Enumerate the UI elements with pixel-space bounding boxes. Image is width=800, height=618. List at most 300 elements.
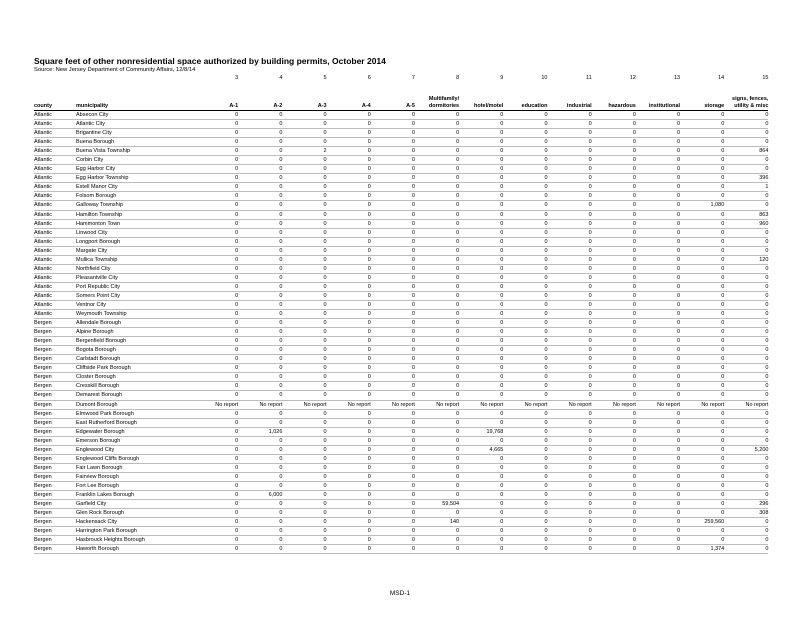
table-row xyxy=(34,391,768,400)
county-cell: Atlantic xyxy=(34,165,76,174)
municipality-cell: Cresskill Borough xyxy=(76,382,194,391)
value-cell: 0 xyxy=(282,228,326,237)
table-row xyxy=(34,147,768,156)
county-cell: Bergen xyxy=(34,545,76,554)
value-cell: 0 xyxy=(592,165,636,174)
value-cell: 0 xyxy=(724,472,768,481)
value-cell: 0 xyxy=(724,120,768,129)
value-cell: 0 xyxy=(371,364,415,373)
municipality-cell: Buena Vista Township xyxy=(76,147,194,156)
value-cell: 0 xyxy=(636,138,680,147)
municipality-cell: Northfield City xyxy=(76,264,194,273)
value-cell: 0 xyxy=(238,364,282,373)
value-cell: 396 xyxy=(724,174,768,183)
value-cell: 0 xyxy=(680,427,724,436)
column-header-line: education xyxy=(521,103,548,109)
value-cell: 0 xyxy=(194,174,238,183)
value-cell: 0 xyxy=(548,328,592,337)
value-cell: 0 xyxy=(680,255,724,264)
value-cell: 0 xyxy=(415,165,459,174)
value-cell: 0 xyxy=(371,509,415,518)
municipality-cell: Allendale Borough xyxy=(76,319,194,328)
value-cell: 0 xyxy=(680,237,724,246)
value-cell: 0 xyxy=(194,500,238,509)
value-cell: 0 xyxy=(238,463,282,472)
value-cell: 0 xyxy=(548,255,592,264)
value-cell: 0 xyxy=(503,183,547,192)
value-cell: 0 xyxy=(680,111,724,120)
value-cell: 0 xyxy=(371,156,415,165)
county-cell: Atlantic xyxy=(34,246,76,255)
municipality-cell: Weymouth Township xyxy=(76,310,194,319)
municipality-cell: Closter Borough xyxy=(76,373,194,382)
value-cell: 0 xyxy=(592,364,636,373)
column-header-line: hotel/motel xyxy=(473,103,504,109)
value-cell: No report xyxy=(592,400,636,409)
value-cell: 0 xyxy=(327,454,371,463)
value-cell: No report xyxy=(371,400,415,409)
value-cell: 0 xyxy=(371,201,415,210)
value-cell: 0 xyxy=(415,481,459,490)
county-cell: Atlantic xyxy=(34,120,76,129)
value-cell: 0 xyxy=(371,391,415,400)
county-header: county xyxy=(34,86,76,111)
value-cell: 0 xyxy=(327,138,371,147)
value-cell: 0 xyxy=(636,527,680,536)
value-cell: 0 xyxy=(238,201,282,210)
value-cell: 0 xyxy=(636,355,680,364)
value-cell: 0 xyxy=(548,445,592,454)
table-row xyxy=(34,111,768,120)
value-cell: 0 xyxy=(724,328,768,337)
value-cell: 0 xyxy=(194,418,238,427)
value-cell: 0 xyxy=(548,156,592,165)
value-cell: 0 xyxy=(459,219,503,228)
value-cell: 0 xyxy=(459,355,503,364)
value-cell: 0 xyxy=(327,165,371,174)
county-cell: Bergen xyxy=(34,445,76,454)
value-cell: 0 xyxy=(238,255,282,264)
county-cell: Atlantic xyxy=(34,210,76,219)
value-cell: 0 xyxy=(636,246,680,255)
value-cell: 0 xyxy=(680,409,724,418)
value-cell: 0 xyxy=(636,228,680,237)
value-cell: 0 xyxy=(459,536,503,545)
value-cell: 0 xyxy=(636,509,680,518)
value-cell: 0 xyxy=(238,183,282,192)
value-cell: 0 xyxy=(459,201,503,210)
value-cell: 0 xyxy=(371,481,415,490)
value-cell: 0 xyxy=(282,282,326,291)
value-cell: 0 xyxy=(592,481,636,490)
value-cell: 0 xyxy=(592,319,636,328)
value-cell: 0 xyxy=(282,509,326,518)
value-cell: 0 xyxy=(371,255,415,264)
value-cell: 0 xyxy=(459,291,503,300)
column-header xyxy=(194,86,238,111)
value-cell: 0 xyxy=(415,536,459,545)
value-cell: 0 xyxy=(503,219,547,228)
value-cell: 0 xyxy=(327,129,371,138)
value-cell: 0 xyxy=(592,409,636,418)
value-cell: 0 xyxy=(592,518,636,527)
value-cell: 0 xyxy=(680,310,724,319)
value-cell: 0 xyxy=(327,418,371,427)
county-cell: Bergen xyxy=(34,436,76,445)
column-header-line: storage xyxy=(704,103,725,109)
value-cell: 0 xyxy=(459,147,503,156)
value-cell: 0 xyxy=(371,373,415,382)
value-cell: 0 xyxy=(592,147,636,156)
value-cell: 0 xyxy=(548,201,592,210)
value-cell: 0 xyxy=(503,291,547,300)
value-cell: 0 xyxy=(327,391,371,400)
county-cell: Bergen xyxy=(34,382,76,391)
value-cell: 0 xyxy=(238,355,282,364)
value-cell: 0 xyxy=(327,319,371,328)
value-cell: 0 xyxy=(724,346,768,355)
value-cell: 0 xyxy=(548,355,592,364)
value-cell: 0 xyxy=(327,490,371,499)
municipality-cell: Atlantic City xyxy=(76,120,194,129)
table-row xyxy=(34,291,768,300)
value-cell: 0 xyxy=(636,165,680,174)
value-cell: 0 xyxy=(371,463,415,472)
value-cell: 0 xyxy=(194,246,238,255)
value-cell: 0 xyxy=(282,174,326,183)
column-header xyxy=(238,86,282,111)
value-cell: 0 xyxy=(282,355,326,364)
value-cell: 0 xyxy=(548,518,592,527)
table-row xyxy=(34,264,768,273)
value-cell: 0 xyxy=(238,527,282,536)
table-row xyxy=(34,427,768,436)
value-cell: 0 xyxy=(238,174,282,183)
municipality-cell: Buena Borough xyxy=(76,138,194,147)
value-cell: 0 xyxy=(282,111,326,120)
county-cell: Atlantic xyxy=(34,300,76,309)
value-cell: 0 xyxy=(680,436,724,445)
value-cell: 0 xyxy=(592,328,636,337)
value-cell: 0 xyxy=(282,300,326,309)
value-cell: 0 xyxy=(459,518,503,527)
value-cell: 0 xyxy=(327,156,371,165)
value-cell: 0 xyxy=(282,472,326,481)
table-row xyxy=(34,120,768,129)
value-cell: 0 xyxy=(592,463,636,472)
value-cell: 0 xyxy=(680,183,724,192)
value-cell: 0 xyxy=(238,165,282,174)
value-cell: 0 xyxy=(459,454,503,463)
value-cell: 0 xyxy=(680,300,724,309)
column-header xyxy=(282,86,326,111)
municipality-cell: Bogota Borough xyxy=(76,346,194,355)
value-cell: 0 xyxy=(327,481,371,490)
table-row xyxy=(34,201,768,210)
table-row xyxy=(34,463,768,472)
value-cell: 0 xyxy=(592,219,636,228)
value-cell: 0 xyxy=(680,364,724,373)
value-cell: 0 xyxy=(371,436,415,445)
value-cell: 0 xyxy=(503,509,547,518)
value-cell: 0 xyxy=(636,481,680,490)
value-cell: 0 xyxy=(680,536,724,545)
value-cell: 864 xyxy=(724,147,768,156)
county-cell: Atlantic xyxy=(34,282,76,291)
table-row xyxy=(34,300,768,309)
value-cell: 0 xyxy=(282,391,326,400)
value-cell: 0 xyxy=(636,201,680,210)
column-header xyxy=(724,86,768,111)
value-cell: 0 xyxy=(548,210,592,219)
column-header-line: A-5 xyxy=(406,103,415,109)
value-cell: 0 xyxy=(459,255,503,264)
value-cell: 0 xyxy=(592,201,636,210)
value-cell: 0 xyxy=(194,183,238,192)
municipality-header: municipality xyxy=(76,86,194,111)
value-cell: 0 xyxy=(592,382,636,391)
value-cell: 0 xyxy=(503,111,547,120)
value-cell: 0 xyxy=(459,391,503,400)
column-number: 6 xyxy=(367,75,371,81)
value-cell: 0 xyxy=(459,210,503,219)
value-cell: 1 xyxy=(724,183,768,192)
value-cell: 0 xyxy=(194,364,238,373)
county-cell: Bergen xyxy=(34,500,76,509)
value-cell: 259,560 xyxy=(680,518,724,527)
table-row xyxy=(34,273,768,282)
county-cell: Bergen xyxy=(34,490,76,499)
value-cell: 0 xyxy=(724,273,768,282)
value-cell: 0 xyxy=(548,219,592,228)
value-cell: 0 xyxy=(459,463,503,472)
value-cell: 0 xyxy=(415,129,459,138)
value-cell: 0 xyxy=(636,409,680,418)
municipality-cell: Hackensack City xyxy=(76,518,194,527)
municipality-cell: Absecon City xyxy=(76,111,194,120)
value-cell: No report xyxy=(238,400,282,409)
municipality-cell: Franklin Lakes Borough xyxy=(76,490,194,499)
value-cell: 0 xyxy=(371,273,415,282)
value-cell: 0 xyxy=(282,445,326,454)
value-cell: 0 xyxy=(327,527,371,536)
value-cell: 0 xyxy=(680,418,724,427)
municipality-cell: Hammonton Town xyxy=(76,219,194,228)
municipality-cell: Corbin City xyxy=(76,156,194,165)
value-cell: 0 xyxy=(327,373,371,382)
value-cell: 0 xyxy=(415,509,459,518)
value-cell: 0 xyxy=(415,147,459,156)
value-cell: No report xyxy=(548,400,592,409)
value-cell: 0 xyxy=(415,219,459,228)
value-cell: 4,665 xyxy=(459,445,503,454)
value-cell: 0 xyxy=(282,418,326,427)
value-cell: 0 xyxy=(548,319,592,328)
municipality-cell: Mullica Township xyxy=(76,255,194,264)
county-cell: Bergen xyxy=(34,518,76,527)
value-cell: 0 xyxy=(459,237,503,246)
county-cell: Bergen xyxy=(34,463,76,472)
column-number: 11 xyxy=(585,75,592,81)
value-cell: 0 xyxy=(194,391,238,400)
value-cell: 0 xyxy=(548,481,592,490)
municipality-cell: Ventnor City xyxy=(76,300,194,309)
value-cell: 0 xyxy=(327,264,371,273)
value-cell: 0 xyxy=(415,156,459,165)
value-cell: 0 xyxy=(327,273,371,282)
value-cell: 0 xyxy=(282,138,326,147)
source-note: Source: New Jersey Department of Community Affairs, 12/8/14 xyxy=(34,67,196,73)
column-header xyxy=(459,86,503,111)
value-cell: 0 xyxy=(415,527,459,536)
value-cell: 0 xyxy=(503,255,547,264)
value-cell: 0 xyxy=(282,264,326,273)
table-row xyxy=(34,445,768,454)
value-cell: 0 xyxy=(459,228,503,237)
value-cell: 0 xyxy=(548,373,592,382)
value-cell: 0 xyxy=(194,282,238,291)
value-cell: 0 xyxy=(592,192,636,201)
column-header xyxy=(415,86,459,111)
value-cell: 0 xyxy=(548,183,592,192)
value-cell: 0 xyxy=(327,120,371,129)
value-cell: 1,026 xyxy=(238,427,282,436)
value-cell: 0 xyxy=(415,490,459,499)
value-cell: 0 xyxy=(503,463,547,472)
value-cell: 0 xyxy=(503,545,547,554)
value-cell: 0 xyxy=(238,219,282,228)
column-header-line: dormitories xyxy=(428,103,460,109)
municipality-cell: Galloway Township xyxy=(76,201,194,210)
value-cell: 0 xyxy=(327,463,371,472)
value-cell: 0 xyxy=(548,138,592,147)
value-cell: 0 xyxy=(282,192,326,201)
column-header xyxy=(592,86,636,111)
table-row xyxy=(34,246,768,255)
value-cell: 0 xyxy=(548,174,592,183)
value-cell: 0 xyxy=(592,355,636,364)
table-row xyxy=(34,373,768,382)
value-cell: 0 xyxy=(636,472,680,481)
value-cell: 0 xyxy=(724,246,768,255)
county-cell: Bergen xyxy=(34,472,76,481)
value-cell: 59,504 xyxy=(415,500,459,509)
municipality-cell: Bergenfield Borough xyxy=(76,337,194,346)
value-cell: 0 xyxy=(459,337,503,346)
value-cell: 0 xyxy=(327,255,371,264)
value-cell: 0 xyxy=(503,273,547,282)
value-cell: 0 xyxy=(194,536,238,545)
value-cell: 0 xyxy=(548,129,592,138)
county-cell: Bergen xyxy=(34,427,76,436)
county-cell: Bergen xyxy=(34,391,76,400)
county-cell: Atlantic xyxy=(34,129,76,138)
value-cell: 0 xyxy=(548,500,592,509)
value-cell: 0 xyxy=(194,201,238,210)
value-cell: 0 xyxy=(282,319,326,328)
value-cell: 0 xyxy=(415,545,459,554)
page-footer: MSD-1 xyxy=(389,590,411,597)
value-cell: 0 xyxy=(636,418,680,427)
municipality-cell: Edgewater Borough xyxy=(76,427,194,436)
value-cell: 0 xyxy=(724,545,768,554)
table-row xyxy=(34,237,768,246)
county-cell: Bergen xyxy=(34,373,76,382)
value-cell: 0 xyxy=(680,337,724,346)
value-cell: 0 xyxy=(503,201,547,210)
value-cell: 0 xyxy=(415,255,459,264)
value-cell: 0 xyxy=(238,228,282,237)
value-cell: 0 xyxy=(592,545,636,554)
value-cell: 0 xyxy=(503,264,547,273)
column-header-line: institutional xyxy=(648,103,681,109)
value-cell: 0 xyxy=(724,291,768,300)
value-cell: 0 xyxy=(548,490,592,499)
value-cell: 0 xyxy=(503,300,547,309)
value-cell: 0 xyxy=(371,174,415,183)
value-cell: 0 xyxy=(238,472,282,481)
municipality-cell: Cliffside Park Borough xyxy=(76,364,194,373)
value-cell: 0 xyxy=(415,291,459,300)
value-cell: 0 xyxy=(194,192,238,201)
value-cell: 0 xyxy=(371,183,415,192)
value-cell: 0 xyxy=(636,319,680,328)
value-cell: 0 xyxy=(238,138,282,147)
municipality-cell: Fair Lawn Borough xyxy=(76,463,194,472)
value-cell: 0 xyxy=(636,192,680,201)
county-cell: Atlantic xyxy=(34,291,76,300)
value-cell: 0 xyxy=(636,237,680,246)
value-cell: 0 xyxy=(636,490,680,499)
municipality-cell: Hamilton Township xyxy=(76,210,194,219)
value-cell: 0 xyxy=(592,500,636,509)
value-cell: 0 xyxy=(592,264,636,273)
value-cell: No report xyxy=(282,400,326,409)
value-cell: 0 xyxy=(238,418,282,427)
value-cell: 0 xyxy=(548,436,592,445)
value-cell: 0 xyxy=(680,174,724,183)
value-cell: 0 xyxy=(680,282,724,291)
value-cell: 0 xyxy=(503,490,547,499)
value-cell: 0 xyxy=(415,409,459,418)
value-cell: 0 xyxy=(503,445,547,454)
value-cell: 0 xyxy=(327,346,371,355)
value-cell: 2 xyxy=(282,147,326,156)
value-cell: 0 xyxy=(327,382,371,391)
value-cell: 0 xyxy=(194,409,238,418)
value-cell: 0 xyxy=(415,228,459,237)
value-cell: 0 xyxy=(459,436,503,445)
column-number-row xyxy=(34,75,768,86)
value-cell: 0 xyxy=(459,310,503,319)
value-cell: 0 xyxy=(282,165,326,174)
table-row xyxy=(34,418,768,427)
value-cell: 0 xyxy=(680,328,724,337)
value-cell: No report xyxy=(724,400,768,409)
value-cell: 0 xyxy=(724,490,768,499)
county-cell: Atlantic xyxy=(34,183,76,192)
value-cell: 0 xyxy=(371,111,415,120)
value-cell: 0 xyxy=(238,246,282,255)
county-cell: Bergen xyxy=(34,527,76,536)
value-cell: 0 xyxy=(194,264,238,273)
value-cell: 0 xyxy=(194,355,238,364)
value-cell: 0 xyxy=(503,165,547,174)
value-cell: 0 xyxy=(238,319,282,328)
value-cell: 0 xyxy=(371,147,415,156)
value-cell: 0 xyxy=(282,364,326,373)
municipality-cell: Port Republic City xyxy=(76,282,194,291)
